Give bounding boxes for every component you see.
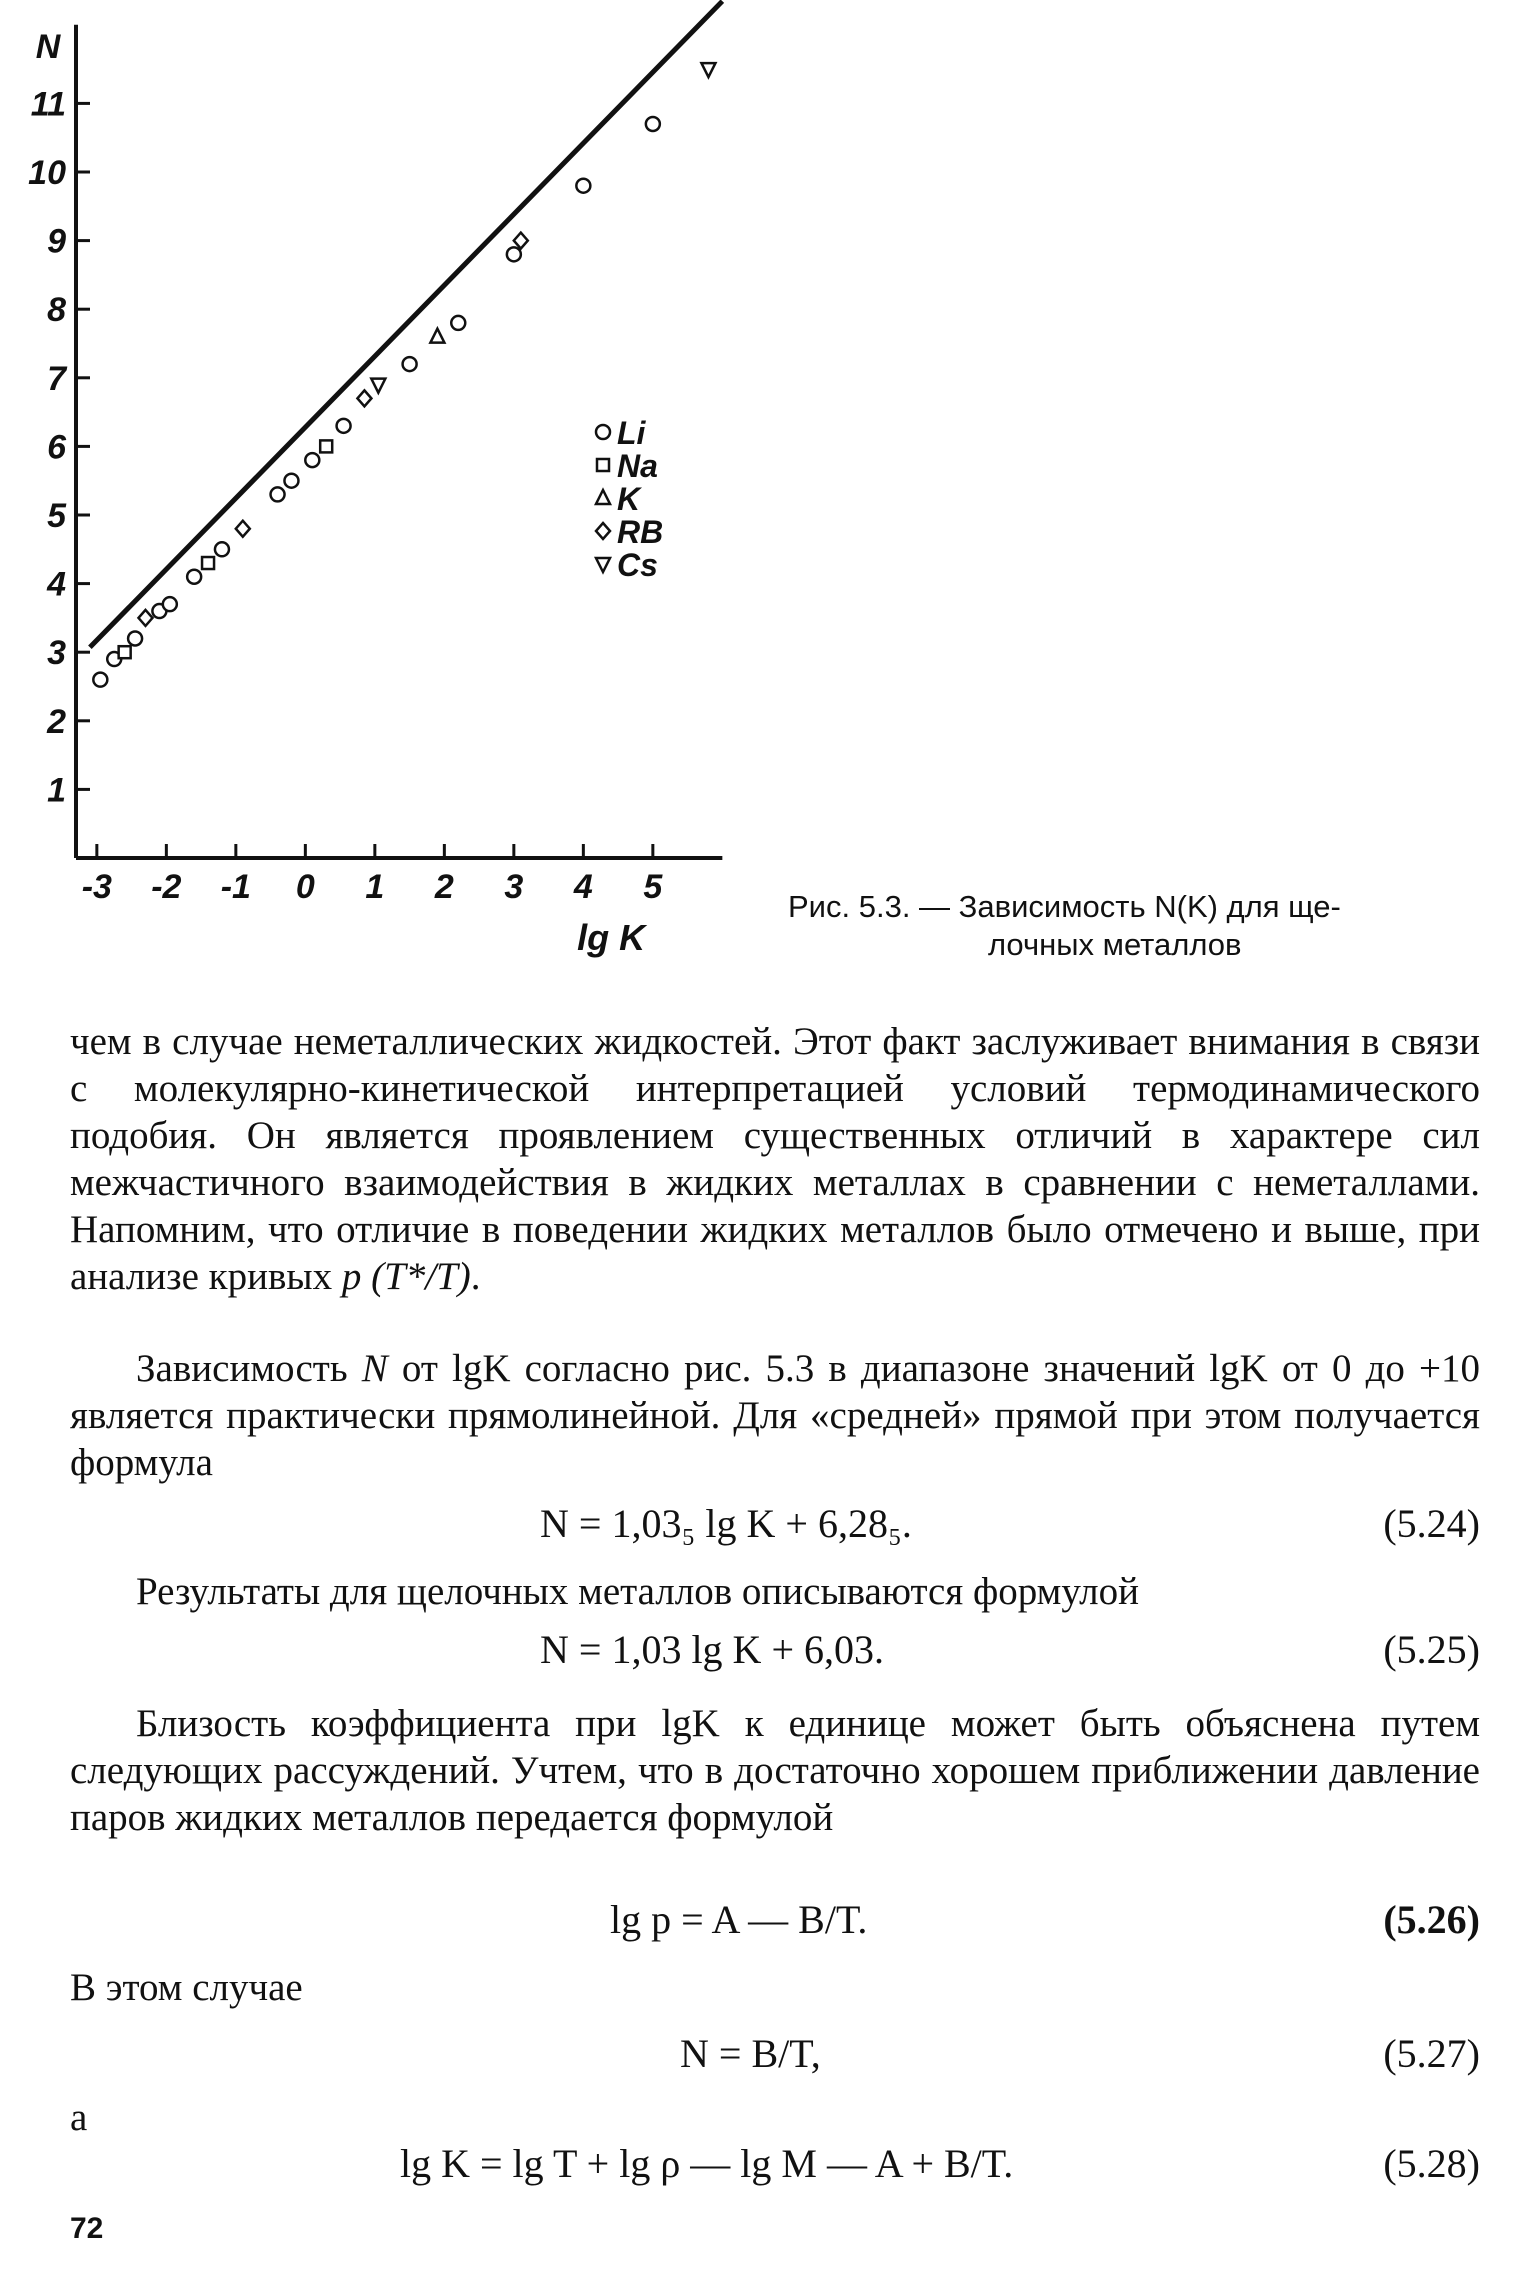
tick-labels-group [28,28,663,958]
equation-5-25 [70,1626,1480,1682]
legend-marker-square [597,459,609,471]
x-tick-label: -2 [151,868,182,906]
data-point-circle [163,597,177,611]
paragraph-4-block [70,1700,1480,1841]
data-point-circle [507,247,521,261]
paragraph-4 [70,1700,1480,1841]
caption-line-1: Рис. 5.3. — Зависимость N(K) для ще- [788,889,1341,924]
data-point-circle [93,673,107,687]
eq-5-24-expr: N = 1,03₅ lg K + 6,28₅. [540,1501,912,1546]
data-point-triangle-down [701,63,715,77]
y-tick-label: 2 [47,702,66,741]
p2-d: от 0 до +10 является практически прямолинейной. Для «средней» прямой при этом получается формула [70,1347,1481,1484]
p2-a: Зависимость [136,1347,362,1390]
y-tick-label: 8 [47,291,66,330]
data-point-circle [305,453,319,467]
eq-5-27-expr: N = B/T, [680,2031,821,2076]
data-point-circle [284,474,298,488]
eq-5-26-number: (5.26) [1383,1897,1480,1942]
p2-lgk-1: lgK [451,1347,511,1390]
paragraph-1 [70,1018,1480,1300]
data-point-square [119,646,131,658]
data-points-group [93,63,715,687]
data-point-circle [337,419,351,433]
eq-5-26-expr: lg p = A — B/T. [610,1897,868,1942]
x-tick-label: 3 [504,868,524,906]
p2-lgk-2: lgK [1209,1347,1268,1390]
paragraph-2 [70,1345,1480,1486]
data-point-circle [451,316,465,330]
paragraph-1-block [70,1018,1480,1300]
eq-5-27-number: (5.27) [1383,2031,1480,2076]
legend-marker-triangle-down [596,558,610,572]
paragraph-3: Результаты для щелочных металлов описываются формулой [136,1570,1139,1613]
x-axis-label: lg K [577,917,646,958]
eq-5-24-number: (5.24) [1383,1501,1480,1546]
page-number: 72 [70,2212,104,2245]
y-tick-label: 9 [47,222,66,261]
y-tick-label: 6 [47,428,66,467]
x-tick-label: -3 [81,868,112,906]
y-tick-label: 4 [47,565,66,604]
legend-label: Na [617,448,658,484]
paragraph-5: В этом случае [70,1966,303,2009]
paragraph-2-block [70,1345,1480,1486]
data-point-triangle-down [371,379,385,393]
equation-5-26 [70,1896,1480,1952]
data-point-circle [403,357,417,371]
data-point-circle [271,487,285,501]
legend-marker-triangle-up [596,490,610,504]
y-axis-label: N [35,28,61,66]
data-point-circle [187,570,201,584]
p4-a: Близость коэффициента при [136,1702,662,1745]
x-tick-label: -1 [220,868,251,906]
p2-c: согласно рис. 5.3 в диапазоне значений [510,1347,1210,1390]
legend-label: RB [617,514,664,550]
chart-legend [596,415,663,583]
equation-5-27 [70,2030,1480,2086]
n-vs-lgk-chart [0,0,780,960]
data-point-circle [646,117,660,131]
x-tick-label: 0 [295,868,315,906]
data-point-square [202,557,214,569]
legend-label: Li [617,415,646,451]
p2-n: N [361,1347,388,1390]
paragraph-3-block [70,1568,1480,1615]
equation-5-24 [70,1500,1480,1556]
y-tick-label: 7 [47,359,66,398]
caption-line-2: лочных металлов [988,927,1242,962]
legend-marker-diamond [596,523,610,539]
equation-5-28 [70,2140,1480,2196]
p4-lgk: lgK [661,1702,720,1745]
p2-b: от [387,1347,452,1390]
y-tick-label: 1 [47,771,66,810]
eq-5-28-number: (5.28) [1383,2141,1480,2186]
p1-text: чем в случае неметаллических жидкостей. Этот факт заслуживает внимания в связи с молекулярно-кинетической интерпретацией условий термодинамического подобия. Он является проявлением существенных отличий в характере сил межчастичного взаимодействия в жидких металлах в сравнении с неметаллами. Напомним, что отличие в поведении жидких металлов было отмечено и выше, при анализе кривых [70,1020,1480,1298]
legend-label: K [617,481,641,517]
eq-5-28-expr: lg K = lg T + lg ρ — lg M — A + B/T. [400,2141,1014,2186]
paragraph-6: а [70,2096,88,2139]
p1-math: p (T*/T) [341,1255,471,1298]
data-point-diamond [139,610,153,626]
data-point-square [320,440,332,452]
p4-b: к единице может быть объяснена путем следующих рассуждений. Учтем, что в достаточно хорошем приближении давление паров жидких металлов передается формулой [70,1702,1480,1839]
legend-label: Cs [617,547,658,583]
data-point-circle [128,631,142,645]
data-point-circle [215,542,229,556]
y-tick-label: 5 [47,497,66,535]
data-point-diamond [514,233,528,249]
eq-5-25-expr: N = 1,03 lg K + 6,03. [540,1627,885,1672]
y-tick-label: 10 [28,154,66,192]
x-tick-label: 1 [365,868,385,906]
legend-marker-circle [596,425,610,439]
figure-caption [788,888,1518,964]
data-point-triangle-up [430,329,444,343]
y-tick-label: 3 [47,634,66,673]
p1-end: . [470,1255,481,1298]
data-point-diamond [236,521,250,537]
eq-5-25-number: (5.25) [1383,1627,1480,1672]
y-tick-label: 11 [30,85,66,124]
x-tick-label: 5 [643,868,663,906]
data-point-diamond [357,390,371,406]
x-tick-label: 2 [434,868,454,906]
data-point-circle [576,179,590,193]
x-tick-label: 4 [573,868,593,906]
